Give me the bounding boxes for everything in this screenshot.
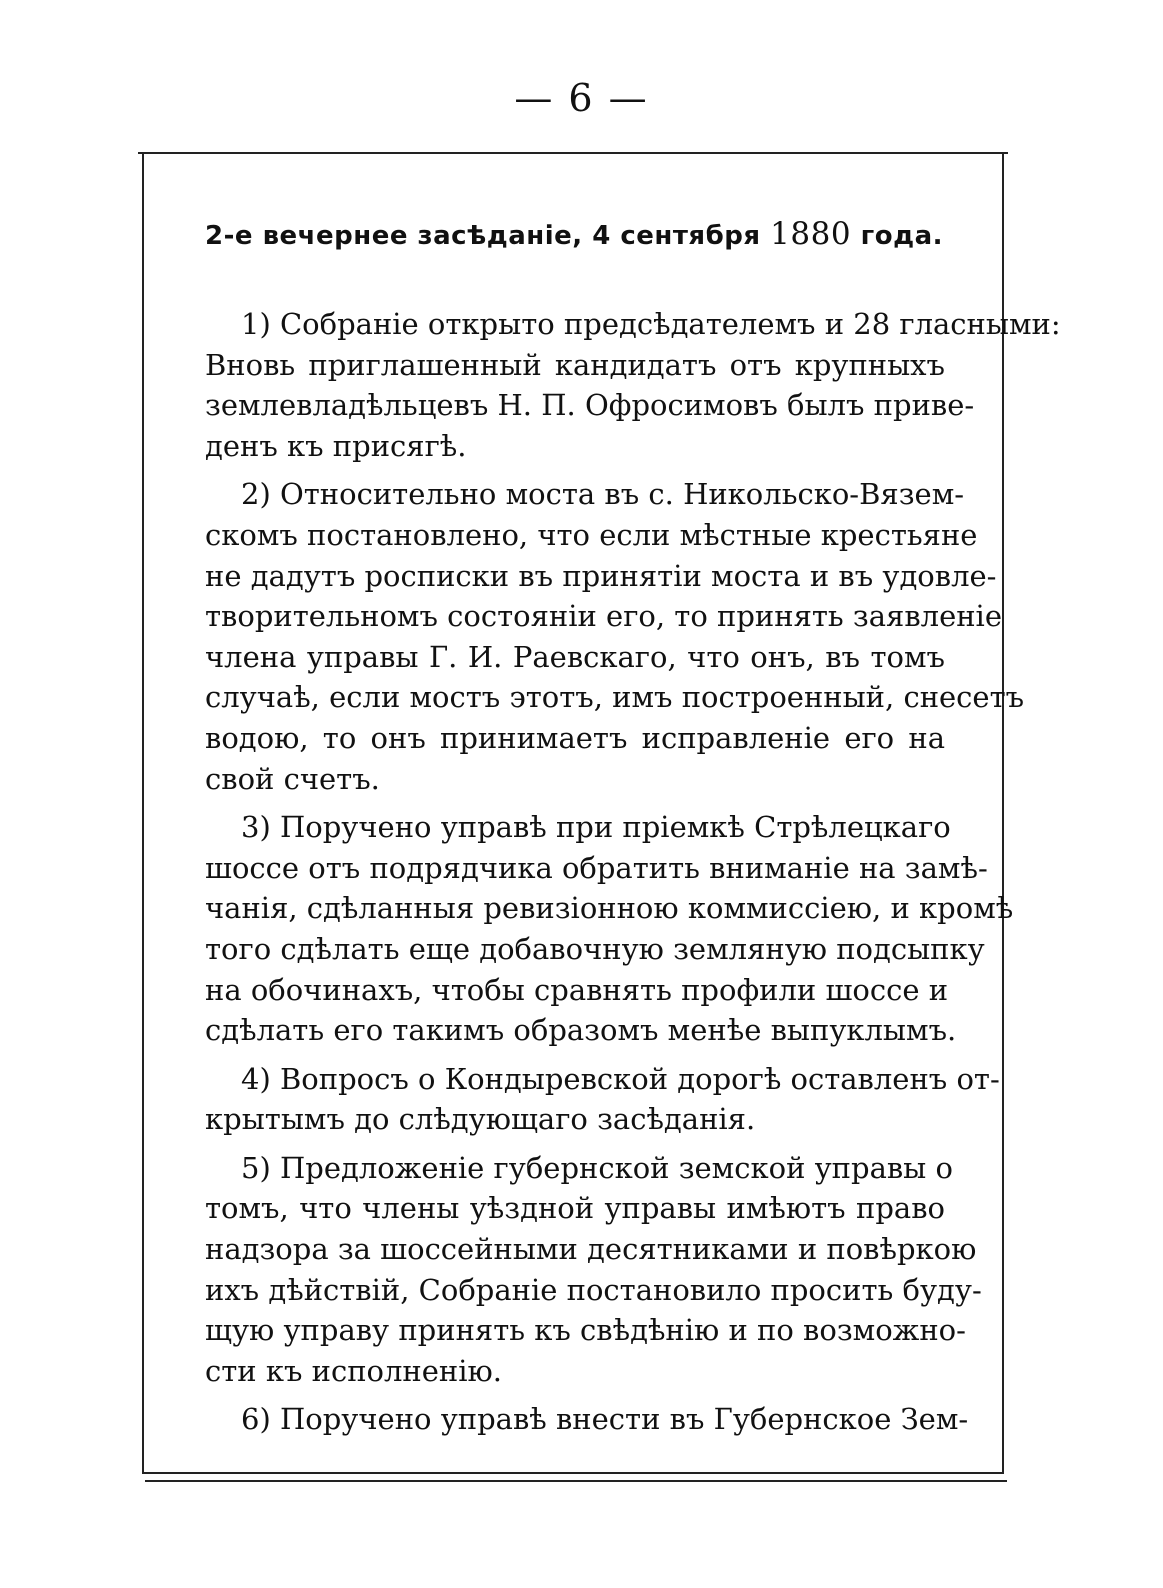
frame-bottom-rule: [145, 1480, 1007, 1482]
text-line: денъ къ присягѣ.: [205, 428, 467, 463]
text-line: свой счетъ.: [205, 761, 380, 796]
text-line: ихъ дѣйствій, Собраніе постановило просить буду-: [205, 1272, 982, 1307]
paragraph-1: [205, 304, 1061, 466]
text-line: случаѣ, если мостъ этотъ, имъ построенный, снесетъ: [205, 680, 1025, 715]
text-line: скомъ постановлено, что если мѣстные крестьяне: [205, 517, 978, 552]
session-heading: [205, 216, 945, 252]
text-line: 3) Поручено управѣ при пріемкѣ Стрѣлецкаго: [241, 810, 951, 845]
text-line: щую управу принять къ свѣдѣнію и по возможно-: [205, 1313, 966, 1348]
text-line: сдѣлать его такимъ образомъ менѣе выпуклымъ.: [205, 1013, 957, 1048]
text-line: надзора за шоссейными десятниками и повѣркою: [205, 1232, 977, 1267]
text-line: томъ, что члены уѣздной управы имѣютъ право: [205, 1191, 945, 1226]
text-line: 4) Вопросъ о Кондыревской дорогѣ оставленъ от-: [241, 1061, 1000, 1096]
paragraph-3: [205, 807, 1014, 1051]
heading-text: 2-е вечернее засѣданіе, 4 сентября: [205, 221, 761, 251]
text-line: чанія, сдѣланныя ревизіонною коммиссіею, и кромѣ: [205, 891, 1014, 926]
text-line: Вновь приглашенный кандидатъ отъ крупныхъ: [205, 347, 945, 382]
minutes-body: [205, 304, 1061, 1448]
heading-tail: года.: [860, 221, 943, 251]
text-line: землевладѣльцевъ Н. П. Офросимовъ былъ приве-: [205, 388, 975, 423]
text-line: на обочинахъ, чтобы сравнять профили шоссе и: [205, 972, 949, 1007]
paragraph-4: [205, 1059, 1000, 1140]
paragraph-2: [205, 474, 1025, 799]
paragraph-6: [205, 1399, 969, 1440]
text-line: 5) Предложеніе губернской земской управы о: [241, 1150, 953, 1185]
page-number: — 6 —: [514, 76, 649, 120]
text-line: творительномъ состояніи его, то принять заявленіе: [205, 599, 1002, 634]
text-line: не дадутъ росписки въ принятіи моста и въ удовле-: [205, 558, 997, 593]
heading-year: 1880: [770, 216, 852, 252]
text-line: 1) Собраніе открыто предсѣдателемъ и 28 гласными:: [241, 307, 1061, 341]
paragraph-5: [205, 1148, 982, 1392]
text-line: крытымъ до слѣдующаго засѣданія.: [205, 1102, 756, 1137]
text-line: 2) Относительно моста въ с. Никольско-Вязем-: [241, 477, 965, 512]
text-line: сти къ исполненію.: [205, 1353, 502, 1388]
text-line: члена управы Г. И. Раевскаго, что онъ, въ томъ: [205, 639, 945, 674]
text-line: водою, то онъ принимаетъ исправленіе его на: [205, 720, 945, 755]
text-line: 6) Поручено управѣ внести въ Губернское Зем-: [241, 1402, 969, 1437]
text-line: шоссе отъ подрядчика обратить вниманіе на замѣ-: [205, 850, 988, 885]
text-line: того сдѣлать еще добавочную земляную подсыпку: [205, 931, 985, 966]
